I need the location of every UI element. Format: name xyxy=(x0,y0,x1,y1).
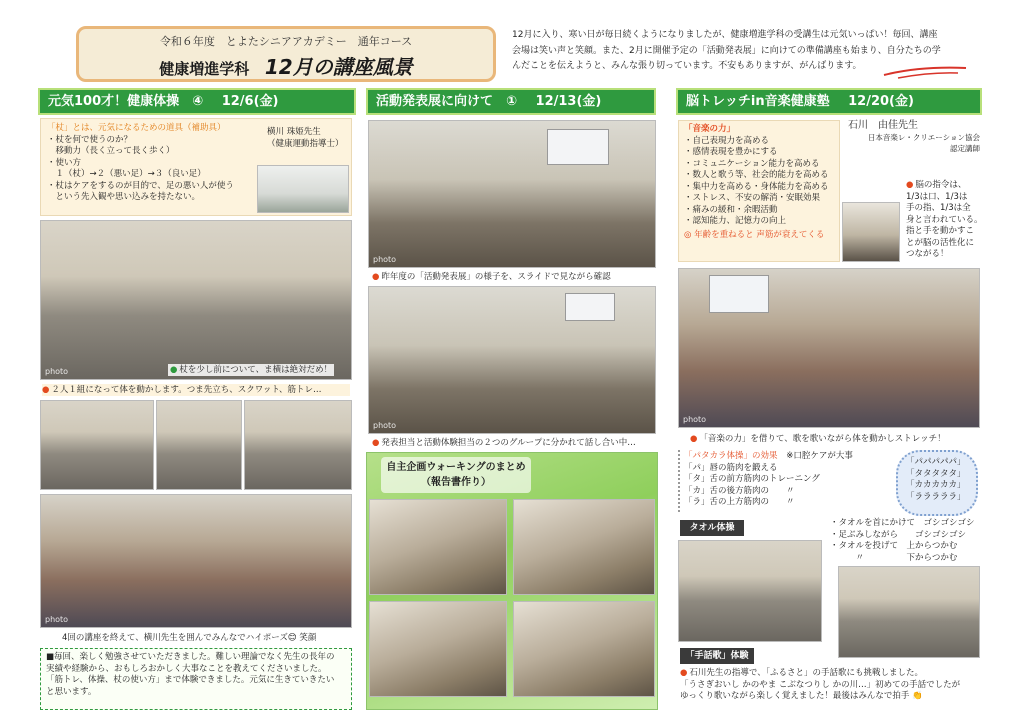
pataka-note: ※口腔ケアが大事 xyxy=(786,451,853,461)
music-teacher-info xyxy=(848,120,980,155)
photo-report-4 xyxy=(513,601,655,697)
section-title: 元気100才！健康体操 ④ xyxy=(48,94,204,109)
pataka-box xyxy=(678,450,878,512)
photo-slides xyxy=(368,120,656,268)
teacher-org: 認定講師 xyxy=(950,144,980,153)
towel-steps xyxy=(830,518,984,564)
towel-step: ・タオルを投げて 上からつかむ xyxy=(830,541,958,551)
photo-label: photo xyxy=(45,367,69,376)
power-item: ・集中力を高める・身体能力を高める xyxy=(684,181,829,192)
section-title: 活動発表展に向けて ① xyxy=(376,94,518,109)
note-line: 実績や経験から、おもしろおかしく大事なことを教えてくださいました。 xyxy=(46,663,327,674)
caption-stretch: ● 「音楽の力」を借りて、歌を歌いながら体を動かしストレッチ！ xyxy=(690,433,946,445)
photo-pair-3 xyxy=(244,400,352,490)
sign-song-text xyxy=(680,668,984,703)
age-note: ◎ 年齢を重ねると 声筋が衰えてくる xyxy=(684,229,825,240)
photo-report-2 xyxy=(513,499,655,595)
towel-title: タオル体操 xyxy=(680,520,744,536)
note-line: という先入観や思い込みを持たない。 xyxy=(47,192,201,202)
dept-name: 健康増進学科 xyxy=(159,60,250,78)
brain-line: つながる！ xyxy=(906,249,949,259)
photo-label: photo xyxy=(45,615,69,624)
brain-line: 手の指、1/3は全 xyxy=(906,203,971,213)
caption-pairs: ● ２人１組になって体を動かします。つま先立ち、スクワット、筋トレ… xyxy=(42,384,350,396)
walking-summary-panel xyxy=(366,452,658,710)
signature-swoosh xyxy=(880,62,970,80)
projector-screen xyxy=(565,293,615,321)
photo-label: photo xyxy=(373,421,397,430)
pataka-item: 「ラ」舌の上方筋肉の 〃 xyxy=(684,497,795,507)
note-line: 「杖」とは、元気になるための道具（補助具） xyxy=(47,123,226,133)
photo-stretch xyxy=(678,268,980,428)
section-date: 12/20(金) xyxy=(848,94,914,109)
pataka-item: 「タ」舌の前方筋肉のトレーニング xyxy=(684,474,820,484)
note-line: ・杖はケアをするのが目的で、足の悪い人が使う xyxy=(47,180,234,191)
photo-towel-1 xyxy=(678,540,822,642)
note-line: ・使い方 xyxy=(47,157,82,168)
section-header-music xyxy=(676,88,982,115)
section-header-health-exercise xyxy=(38,88,356,115)
teacher-role: （健康運動指導士） xyxy=(267,138,344,149)
caption-slides: ● 昨年度の「活動発表展」の様子を、スライドで見ながら確認 xyxy=(372,271,611,283)
brain-note xyxy=(906,180,984,261)
music-power-title: 「音楽の力」 xyxy=(684,124,736,134)
pataka-item: 「カ」舌の後方筋肉の 〃 xyxy=(684,485,795,496)
cane-notes xyxy=(47,123,259,204)
photo-label: photo xyxy=(373,255,397,264)
towel-step: ・タオルを首にかけて ゴシゴシゴシ xyxy=(830,518,975,528)
intro-line: 会場は笑い声と笑顔。また、2月に開催予定の「活動発表展」に向けての準備講座も始まり、自分たちの学 xyxy=(512,45,941,56)
note-line: 移動力（長く立って長く歩く） xyxy=(47,146,175,156)
caption-cane: ● 杖を少し前について、ま横は絶対だめ！ xyxy=(168,364,334,376)
header-title-box xyxy=(76,26,496,82)
photo-pair-2 xyxy=(156,400,242,490)
section-date: 12/13(金) xyxy=(535,94,602,109)
lyrics-screen xyxy=(709,275,769,313)
walking-title xyxy=(381,457,531,493)
teacher-name: 石川 由佳先生 xyxy=(848,120,918,131)
power-item: ・痛みの緩和・余暇活動 xyxy=(684,204,778,215)
brain-line: 1/3は口、1/3は xyxy=(906,191,968,202)
power-item: ・認知能力、記憶力の向上 xyxy=(684,216,787,226)
section-date: 12/6(金) xyxy=(221,94,279,109)
photo-cane-walking xyxy=(40,220,352,380)
section-title: 脳トレッチin音楽健康塾 xyxy=(686,94,830,109)
photo-towel-2 xyxy=(838,566,980,658)
teacher-name: 横川 珠姫先生 xyxy=(267,127,321,137)
cloud-item: 「パパパパパ」 xyxy=(906,457,966,467)
photo-group-pose xyxy=(40,494,352,628)
note-line: ■毎回、楽しく勉強させていただきました。難しい理論でなく先生の長年の xyxy=(46,652,335,662)
reflection-note xyxy=(40,648,352,710)
photo-report-1 xyxy=(369,499,507,595)
cane-notes-box xyxy=(40,118,352,216)
caption-discussion: ● 発表担当と活動体験担当の２つのグループに分かれて話し合い中… xyxy=(372,437,636,449)
intro-line: 12月に入り、寒い日が毎日続くようになりましたが、健康増進学科の受講生は元気いっぱい！毎回、講座 xyxy=(512,30,938,40)
sign-line: ゆっくり歌いながら楽しく覚えました！最後はみんなで拍手 👏 xyxy=(680,691,923,701)
walking-title-2: （報告書作り） xyxy=(421,477,491,488)
sign-song-title: 「手話歌」体験 xyxy=(680,648,754,664)
pataka-header xyxy=(684,451,874,463)
section-header-exhibition xyxy=(366,88,656,115)
intro-line: んだことを伝えようと、みんな張り切っています。不安もありますが、がんばります。 xyxy=(512,61,862,71)
music-teacher-photo xyxy=(842,202,900,262)
caption-group: 4回の講座を終えて、横川先生を囲んでみんなでハイポーズ😊 笑顔 xyxy=(62,633,317,643)
towel-step: ・足ぶみしながら ゴシゴシゴシ xyxy=(830,529,967,540)
cloud-item: 「ラララララ」 xyxy=(906,491,966,502)
photo-pair-1 xyxy=(40,400,154,490)
power-item: ・感情表現を豊かにする xyxy=(684,147,778,157)
projector-screen xyxy=(547,129,609,165)
photo-label: photo xyxy=(683,415,707,424)
brain-line: 指と手を動かすこ xyxy=(906,226,975,236)
power-item: ・数人と歌う等、社会的能力を高める xyxy=(684,170,829,180)
photo-report-3 xyxy=(369,601,507,697)
towel-step: 〃 下からつかむ xyxy=(830,552,958,563)
cloud-item: 「カカカカカ」 xyxy=(906,480,966,490)
teacher-org: 日本音楽レ・クリエーション協会 xyxy=(867,132,980,142)
walking-title-1: 自主企画ウォーキングのまとめ xyxy=(386,462,526,473)
header-main-title xyxy=(79,51,493,80)
teacher-photo xyxy=(257,165,349,213)
cloud-item: 「タタタタタ」 xyxy=(906,468,966,479)
teacher-info xyxy=(267,127,351,150)
music-power-box xyxy=(678,120,840,262)
brain-line: ● 脳の指令は、 xyxy=(906,180,984,192)
page-title: 12月の講座風景 xyxy=(264,55,413,79)
pataka-item: 「パ」唇の筋肉を鍛える xyxy=(684,462,778,473)
note-line: 「筋トレ、体操、杖の使い方」まで体験できました。元気に生きていきたい xyxy=(46,675,335,685)
power-item: ・ストレス、不安の解消・安眠効果 xyxy=(684,193,821,203)
note-line: ・杖を何で使うのか？ xyxy=(47,134,133,145)
brain-line: 身と言われている。 xyxy=(906,214,983,225)
sign-line: ● 石川先生の指導で、「ふるさと」の手話歌にも挑戦しました。 xyxy=(680,668,984,680)
sign-line: 「うさぎおいし かのやま こぶなつりし かの川…」初めての手話でしたが xyxy=(680,679,961,690)
brain-line: とが脳の活性化に xyxy=(906,237,975,248)
pataka-cloud xyxy=(896,450,978,516)
note-line: １（杖）→２（悪い足）→３（良い足） xyxy=(47,169,206,179)
header-subtitle: 令和６年度 とよたシニアアカデミー 通年コース xyxy=(159,35,413,48)
pataka-title: 「パタカラ体操」の効果 xyxy=(684,451,778,461)
power-item: ・自己表現力を高める xyxy=(684,135,770,146)
note-line: と思います。 xyxy=(46,686,97,697)
photo-discussion xyxy=(368,286,656,434)
power-item: ・コミュニケーション能力を高める xyxy=(684,158,820,169)
